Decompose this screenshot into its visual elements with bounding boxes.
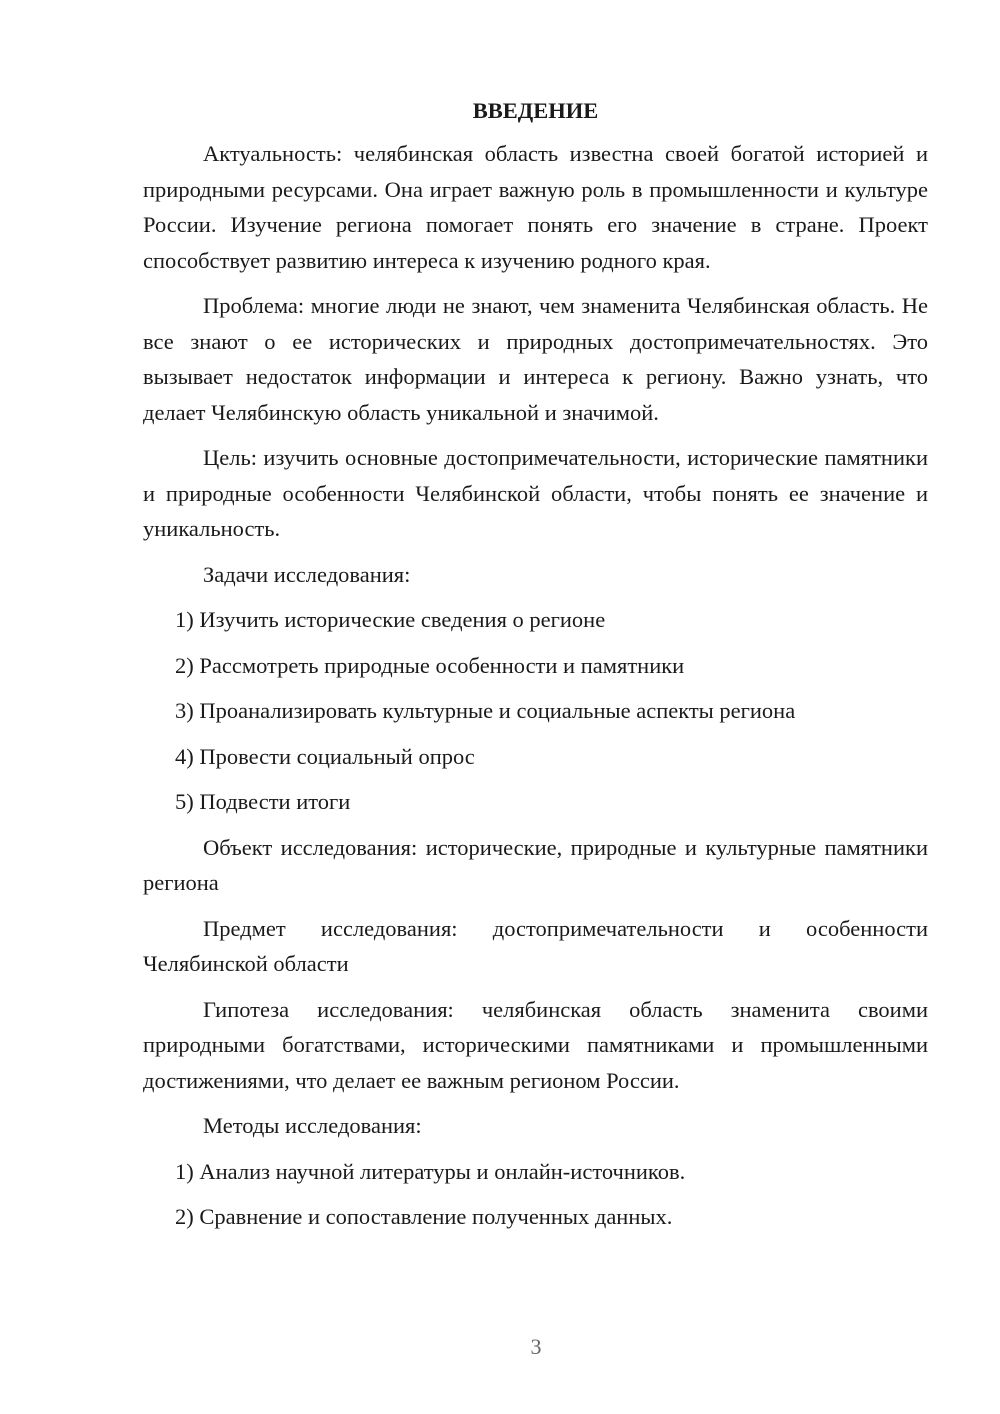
method-item: 1) Анализ научной литературы и онлайн-источников.: [175, 1158, 686, 1184]
goal-paragraph: Цель: изучить основные достопримечательности, исторические памятники и природные особенности Челябинской области, чтобы понять ее значение и уникальность.: [143, 445, 928, 541]
object-paragraph: Объект исследования: исторические, природные и культурные памятники региона: [143, 834, 928, 895]
tasks-list: [143, 602, 928, 820]
task-item: 2) Рассмотреть природные особенности и памятники: [175, 652, 685, 678]
methods-list: [143, 1154, 928, 1235]
page-title: ВВЕДЕНИЕ: [472, 98, 599, 123]
hypothesis-paragraph: Гипотеза исследования: челябинская область знаменита своими природными богатствами, историческими памятниками и промышленными достижениями, что делает ее важным регионом России.: [143, 996, 928, 1093]
page-number: 3: [530, 1334, 542, 1359]
page-content: [143, 96, 928, 1245]
relevance-paragraph: Актуальность: челябинская область известна своей богатой историей и природными ресурсами. Она играет важную роль в промышленности и культуре России. Изучение региона помогает понять его значение в стране. Проект способствует развитию интереса к изучению родного края.: [143, 141, 928, 273]
task-item: 5) Подвести итоги: [175, 789, 351, 814]
tasks-heading: Задачи исследования:: [203, 561, 411, 587]
method-item: 2) Сравнение и сопоставление полученных данных.: [175, 1204, 673, 1229]
task-item: 1) Изучить исторические сведения о регионе: [175, 607, 606, 632]
task-item: 4) Провести социальный опрос: [175, 743, 475, 769]
task-item: 3) Проанализировать культурные и социальные аспекты региона: [175, 698, 796, 723]
problem-paragraph: Проблема: многие люди не знают, чем знаменита Челябинская область. Не все знают о ее исторических и природных достопримечательностях. Это вызывает недостаток информации и интереса к региону. Важно узнать, что делает Челябинскую область уникальной и значимой.: [143, 293, 928, 425]
subject-paragraph: Предмет исследования: достопримечательности и особенности Челябинской области: [143, 915, 928, 976]
methods-heading: Методы исследования:: [203, 1113, 422, 1138]
